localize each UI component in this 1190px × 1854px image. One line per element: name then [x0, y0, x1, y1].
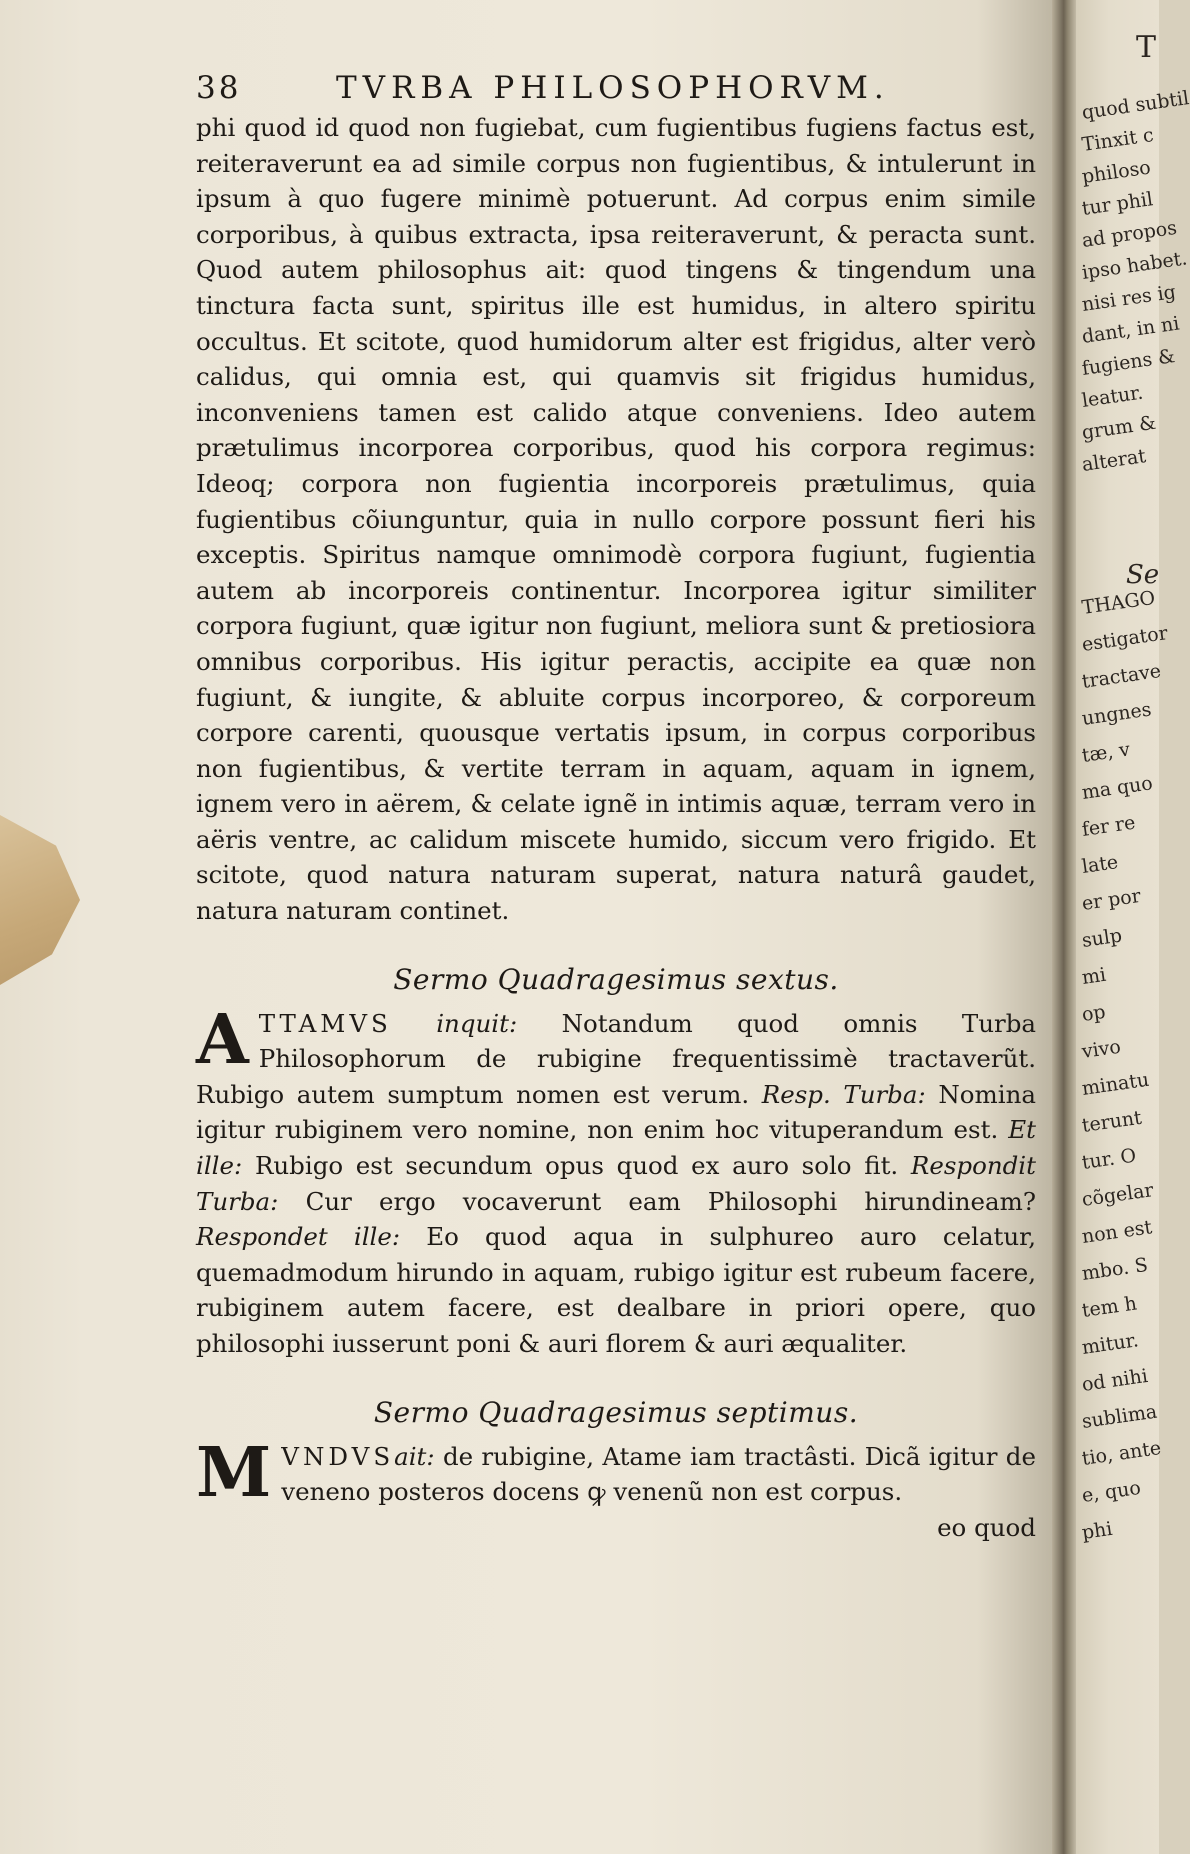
- facing-page-fragment: ungnes: [1080, 698, 1153, 730]
- facing-page-fragment: leatur.: [1080, 381, 1145, 412]
- facing-page-fragment: sulp: [1080, 924, 1124, 952]
- sermo-47-text: de rubigine, Atame iam tractâsti. Dicã igitur de veneno posteros docens ꝙ venenũ non est corpus.: [281, 1441, 1036, 1507]
- drop-cap-m: M: [196, 1432, 272, 1513]
- drop-cap-a: A: [196, 999, 249, 1080]
- sermo-46-text-5: Eo quod aqua in sulphureo auro celatur, quemadmodum hirundo in aquam, rubigo igitur est rubeum facere, rubiginem autem facere, est dealbare in priori opere, quo philosophi iusserunt poni & auri florem & auri æqualiter.: [196, 1222, 1036, 1358]
- facing-page-fragment: ma quo: [1080, 772, 1155, 804]
- response-label: Resp. Turba:: [761, 1079, 926, 1109]
- facing-page: [1076, 0, 1190, 1854]
- facing-page-fragment: mitur.: [1080, 1329, 1140, 1359]
- facing-page-fragment: op: [1080, 1000, 1107, 1026]
- facing-page-fragment: Tinxit c: [1080, 124, 1155, 156]
- speaker-name: VNDVS: [281, 1441, 395, 1471]
- facing-page-fragment: terunt: [1080, 1106, 1144, 1137]
- facing-page-fragment: phi: [1080, 1517, 1114, 1544]
- sermo-46-paragraph: [196, 999, 1037, 1362]
- facing-page-fragment: vivo: [1080, 1035, 1123, 1063]
- facing-page-fragment: dant, in ni: [1080, 312, 1181, 348]
- speaker-name: TTAMVS: [258, 1008, 392, 1038]
- facing-page-fragment: e, quo: [1080, 1476, 1143, 1507]
- facing-page-fragment: mbo. S: [1080, 1253, 1150, 1285]
- facing-page-fragment: grum &: [1080, 411, 1158, 444]
- book-gutter: [1052, 0, 1078, 1854]
- facing-page-fragment: estigator: [1080, 622, 1170, 656]
- page-header: [196, 70, 1036, 110]
- facing-page-fragment: tur phil: [1080, 188, 1155, 220]
- facing-page-fragment: ipso habet.: [1080, 247, 1189, 284]
- facing-page-fragment: non est: [1080, 1216, 1154, 1248]
- facing-page-fragment: Se: [1126, 560, 1160, 590]
- sermo-46-text-3: Rubigo est secundum opus quod ex auro solo fit.: [254, 1151, 899, 1181]
- facing-page-fragment: od nihi: [1080, 1364, 1150, 1396]
- sermo-46-heading: Sermo Quadragesimus sextus.: [393, 962, 839, 996]
- facing-page-fragment: tæ, v: [1080, 738, 1132, 767]
- sermo-46-text-2: Nomina igitur rubiginem vero nomine, non enim hoc vituperandum est.: [196, 1079, 1037, 1145]
- sermo-47-paragraph: [196, 1432, 1036, 1513]
- facing-page-fragment: ad propos: [1080, 216, 1179, 252]
- facing-page-fragment: mi: [1080, 963, 1108, 989]
- inquit-label: inquit:: [436, 1008, 518, 1038]
- facing-page-fragment: fer re: [1080, 811, 1137, 841]
- facing-page-fragment: fugiens &: [1080, 345, 1177, 380]
- sermo-46-text-4: Cur ergo vocaverunt eam Philosophi hirundineam?: [305, 1186, 1037, 1216]
- response-label: Et ille:: [196, 1115, 1036, 1181]
- facing-page-fragment: tem h: [1080, 1292, 1139, 1322]
- facing-page-fragment: tractave: [1080, 660, 1163, 693]
- page-content: [196, 70, 1036, 1545]
- facing-page-fragment: er por: [1080, 884, 1143, 915]
- facing-page-fragment: T: [1136, 30, 1157, 65]
- facing-page-fragment: nisi res ig: [1080, 280, 1178, 316]
- running-head: TVRBA PHILOSOPHORVM.: [336, 70, 890, 106]
- facing-page-fragment: alterat: [1080, 445, 1148, 476]
- facing-page-fragment: minatu: [1080, 1068, 1151, 1100]
- facing-page-fragment: tio, ante: [1080, 1437, 1163, 1470]
- facing-page-fragment: THAGO: [1080, 586, 1157, 619]
- response-label: Respondit Turba:: [196, 1151, 1036, 1216]
- facing-page-fragment: tur. O: [1080, 1144, 1138, 1174]
- ait-label: ait:: [394, 1441, 435, 1471]
- response-label: Respondet ille:: [196, 1222, 401, 1252]
- catchword: eo quod: [937, 1512, 1036, 1542]
- body-paragraph: phi quod id quod non fugiebat, cum fugientibus fugiens factus est, reiteraverunt ea ad simile corpus non fugientibus, & intulerunt in ipsum à quo fugere minimè potuerunt. Ad corpus enim simile corporibus, à quibus extracta, ipsa reiteraverunt, & peracta sunt. Quod autem philosophus ait: quod tingens & tingendum una tinctura facta sunt, spiritus ille est humidus, in altero spiritu occultus. Et scitote, quod humidorum alter est frigidus, alter verò calidus, qui omnia est, qui quamvis sit frigidus humidus, inconveniens tamen est calido atque conveniens. Ideo autem prætulimus incorporea corporibus, quod his corpora regimus: Ideoq; corpora non fugientia incorporeis prætulimus, quia fugientibus cõiunguntur, quia in nullo corpore possunt fieri his exceptis. Spiritus namque omnimodè corpora fugiunt, fugientia autem ab incorporeis continentur. Incorporea igitur similiter corpora fugiunt, quæ igitur non fugiunt, meliora sunt & pretiosiora omnibus corporibus. His igitur peractis, accipite ea quæ non fugiunt, & iungite, & abluite corpus incorporeo, & corporeum corpore carenti, quousque vertatis ipsum, in corpus corporibus non fugientibus, & vertite terram in aquam, aquam in ignem, ignem vero in aërem, & celate ignẽ in intimis aquæ, terram vero in aëris ventre, ac calidum miscete humido, siccum vero frigido. Et scitote, quod natura naturam superat, natura naturâ gaudet, natura naturam continet.: [196, 113, 1036, 926]
- facing-page-fragment: late: [1080, 851, 1120, 878]
- page-number: 38: [196, 70, 242, 106]
- sermo-47-heading: Sermo Quadragesimus septimus.: [373, 1395, 859, 1429]
- facing-page-fragment: philoso: [1080, 156, 1153, 188]
- facing-page-fragment: sublima: [1080, 1400, 1159, 1433]
- facing-page-fragment: quod subtil: [1080, 87, 1190, 124]
- facing-page-fragment: cõgelar: [1080, 1179, 1155, 1211]
- sermo-46-text-1: Notandum quod omnis Turba Philosophorum de rubigine frequentissimè tractaverũt. Rubigo autem sumptum nomen est verum.: [196, 1008, 1036, 1109]
